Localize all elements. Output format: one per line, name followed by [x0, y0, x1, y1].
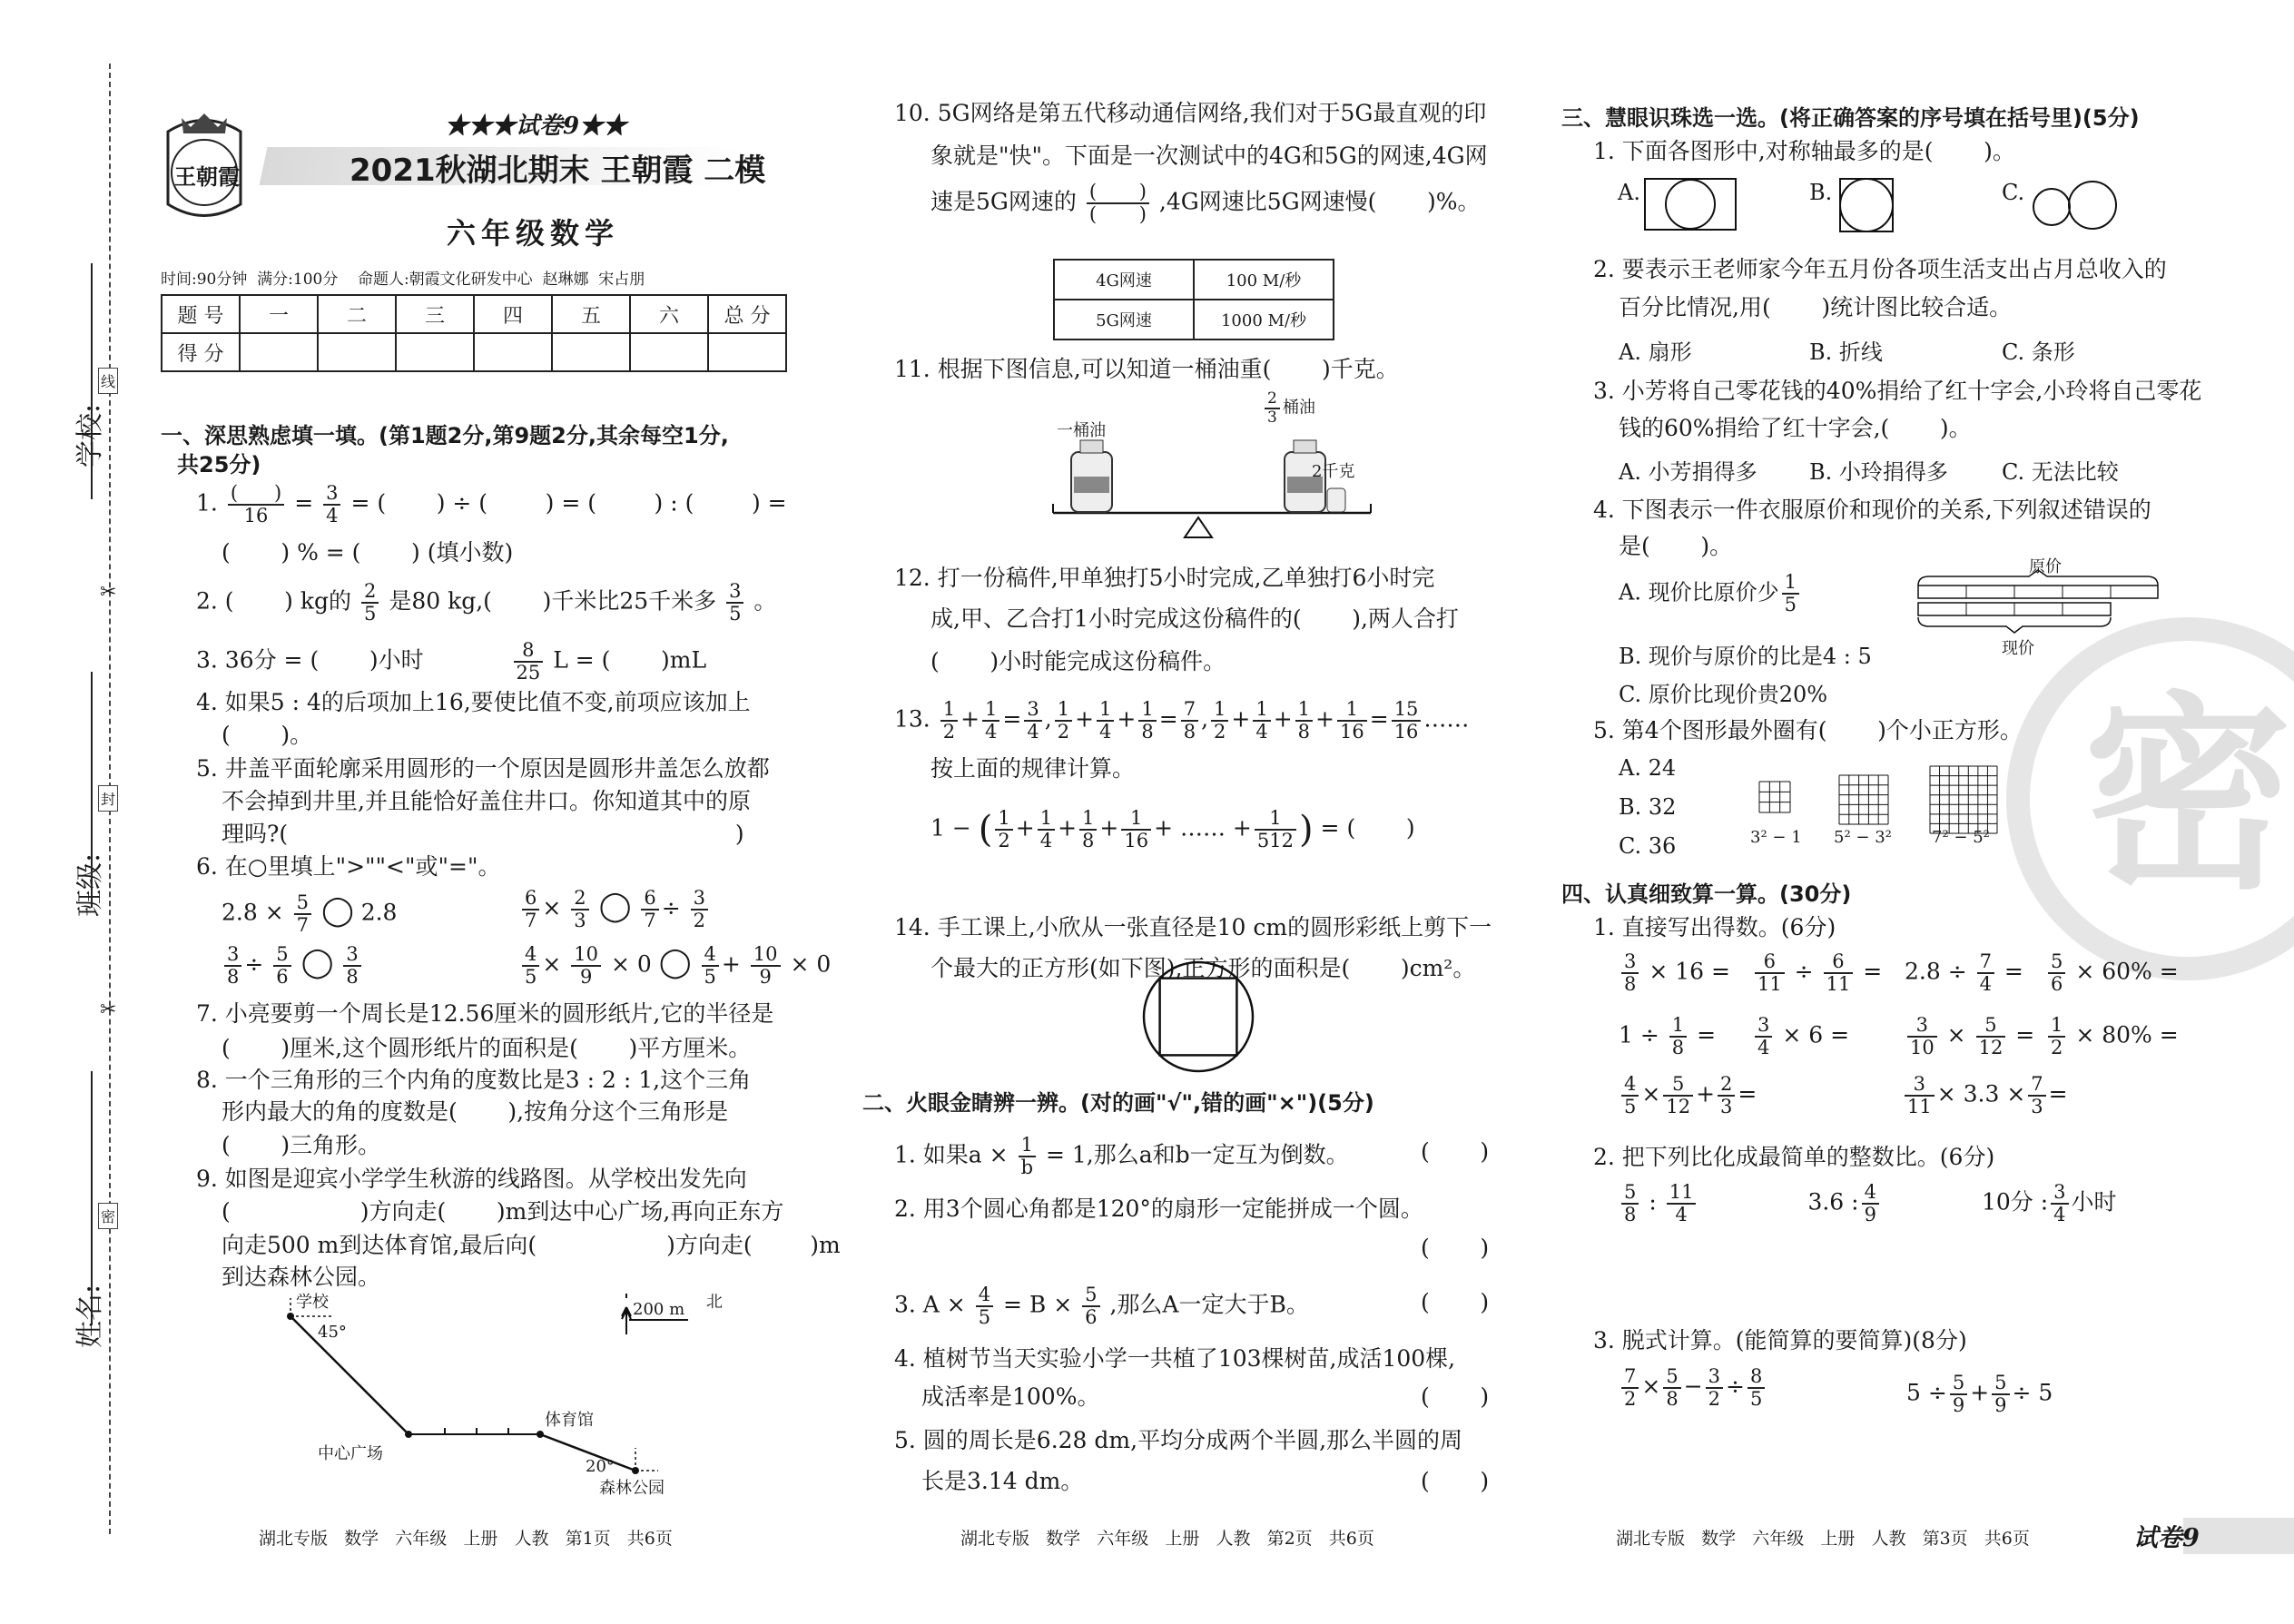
- exam-title: 2021秋湖北期末 王朝霞 二模: [350, 153, 766, 189]
- section2-title: 二、火眼金睛辨一辨。(对的画"√",错的画"×")(5分): [862, 1090, 1374, 1116]
- score-table: [161, 294, 787, 372]
- calc-1-row3a: $\frac{4}{5}$ × $\frac{5}{12}$ + $\frac{2}{3}$ =: [1619, 1074, 1757, 1117]
- calc-3-a: $\frac{7}{2}$ × $\frac{5}{8}$ − $\frac{3}{2}$ ÷ $\frac{8}{5}$: [1619, 1366, 1767, 1410]
- map-angle1: 45°: [318, 1323, 347, 1342]
- question-6-c: $\frac{3}{8}$ ÷ $\frac{5}{6}$ ◯ $\frac{3}{8}$: [222, 944, 364, 988]
- speed-table: 4G网速 100 M/秒 5G网速 1000 M/秒: [1053, 259, 1334, 340]
- scissors-icon: ✂: [100, 999, 117, 1021]
- question-12-line2: 成,甲、乙合打1小时完成这份稿件的( ),两人合打: [930, 605, 1459, 632]
- grid-label-1: 3² − 1: [1750, 828, 1802, 847]
- calc-item: $\frac{1}{2}$ × 80% =: [2045, 1015, 2179, 1058]
- question-6-d: $\frac{4}{5}$ × $\frac{10}{9}$ × 0 ◯ $\frac{4}{5}$ + $\frac{10}{9}$ × 0: [519, 944, 831, 988]
- choice-2: 2. 要表示王老师家今年五月份各项生活支出占月总收入的: [1593, 256, 2167, 282]
- score-cell[interactable]: [318, 333, 396, 371]
- footer-page3: 湖北专版 数学 六年级 上册 人教 第3页 共6页: [1616, 1529, 2030, 1549]
- score-cell: 五: [552, 295, 630, 333]
- map-angle2: 20°: [586, 1457, 615, 1476]
- score-cell[interactable]: [552, 333, 630, 371]
- question-9-line2: ( )方向走( )m到达中心广场,再向正东方: [222, 1198, 784, 1225]
- calc-item: $\frac{3}{4}$ × 6 =: [1752, 1015, 1849, 1058]
- score-cell[interactable]: [630, 333, 708, 371]
- calc-1: 1. 直接写出得数。(6分): [1593, 914, 1836, 940]
- choice-3-opt-b[interactable]: B. 小玲捐得多: [1809, 459, 1948, 485]
- footer-tag: 试卷9: [2133, 1524, 2200, 1552]
- price-bar-figure: 原价 现价: [1915, 554, 2161, 663]
- question-5: 5. 井盖平面轮廓采用圆形的一个原因是圆形井盖怎么放都: [196, 755, 770, 782]
- compare-circle-icon[interactable]: ◯: [300, 944, 334, 979]
- scale-weight-label: 2千克: [1312, 462, 1355, 481]
- circle-square-figure: [1139, 958, 1257, 1079]
- question-6: 6. 在○里填上">""<"或"="。: [196, 853, 501, 880]
- choice-1-opt-b[interactable]: B.: [1809, 180, 1833, 205]
- section4-title: 四、认真细致算一算。(30分): [1561, 881, 1852, 907]
- question-12-line3: ( )小时能完成这份稿件。: [930, 648, 1226, 674]
- choice-1-opt-c[interactable]: C.: [2002, 180, 2025, 205]
- compare-circle-icon[interactable]: ◯: [320, 892, 354, 928]
- calc-item: $\frac{5}{6}$ × 60% =: [2045, 951, 2179, 995]
- question-9-line4: 到达森林公园。: [222, 1264, 381, 1290]
- score-cell: 一: [240, 295, 318, 333]
- section1-title2: 共25分): [177, 452, 261, 477]
- judge-1-paren[interactable]: ( ): [1421, 1138, 1490, 1165]
- question-9-line3: 向走500 m到达体育馆,最后向( )方向走( )m: [222, 1232, 841, 1258]
- judge-5-line2: 长是3.14 dm。: [921, 1468, 1084, 1494]
- binding-margin: [0, 0, 154, 1624]
- question-7-line2: ( )厘米,这个圆形纸片的面积是( )平方厘米。: [222, 1035, 752, 1061]
- question-14: 14. 手工课上,小欣从一张直径是10 cm的圆形彩纸上剪下一: [894, 914, 1492, 940]
- name-label: 姓名:: [74, 1284, 106, 1348]
- score-cell[interactable]: [474, 333, 552, 371]
- question-10-line3: 速是5G网速的 $\frac{( )}{( )}$ ,4G网速比5G网速慢( )%。: [930, 181, 1481, 226]
- compare-circle-icon[interactable]: ◯: [658, 944, 692, 979]
- score-cell[interactable]: [396, 333, 474, 371]
- stars-title: ★★★试卷9★★: [445, 113, 627, 140]
- question-4: 4. 如果5 : 4的后项加上16,要使比值不变,前项应该加上: [196, 689, 751, 715]
- choice-5-opt-b[interactable]: B. 32: [1619, 794, 1677, 820]
- judge-2: 2. 用3个圆心角都是120°的扇形一定能拼成一个圆。: [894, 1196, 1423, 1222]
- choice-2-opt-b[interactable]: B. 折线: [1809, 340, 1883, 365]
- choice-5: 5. 第4个图形最外圈有( )个小正方形。: [1593, 717, 2023, 743]
- grid-label-2: 5² − 3²: [1834, 828, 1892, 847]
- judge-3-paren[interactable]: ( ): [1421, 1289, 1490, 1315]
- question-5-line2: 不会掉到井里,并且能恰好盖住井口。你知道其中的原: [222, 788, 751, 814]
- calc-1-row3b: $\frac{3}{11}$ × 3.3 × $\frac{7}{3}$ =: [1902, 1074, 2068, 1117]
- score-cell: 总 分: [708, 295, 786, 333]
- judge-5-paren[interactable]: ( ): [1421, 1468, 1490, 1494]
- choice-5-opt-c[interactable]: C. 36: [1619, 833, 1677, 859]
- calc-item: 1 ÷ $\frac{1}{8}$ =: [1619, 1014, 1717, 1059]
- big-seal-watermark: 密: [2006, 617, 2294, 980]
- logo: [154, 104, 254, 231]
- judge-4: 4. 植树节当天实验小学一共植了103棵树苗,成活100棵,: [894, 1345, 1456, 1372]
- footer-tag-bar: [2183, 1518, 2294, 1554]
- choice-3-line2: 钱的60%捐给了红十字会,( )。: [1619, 415, 1972, 441]
- calc-2: 2. 把下列比化成最简单的整数比。(6分): [1593, 1144, 1995, 1170]
- choice-3: 3. 小芳将自己零花钱的40%捐给了红十字会,小玲将自己零花: [1593, 378, 2202, 404]
- map-forest: 森林公园: [599, 1479, 665, 1498]
- judge-4-line2: 成活率是100%。: [921, 1383, 1100, 1410]
- question-3: 3. 36分 = ( )小时 $\frac{8}{25}$ L = ( )mL: [196, 639, 707, 684]
- question-10-line2: 象就是"快"。下面是一次测试中的4G和5G的网速,4G网: [930, 143, 1488, 169]
- question-13: 13. $\frac{1}{2}$ + $\frac{1}{4}$ = $\frac{3}{4}$ , $\frac{1}{2}$ + $\frac{1}{4}$ + $\frac{1}{8}$ = $\frac{7}{8}$ , $\frac{1}{2}$ + $\frac{1}{4}$ + $\frac{1}{8}$ + $\frac{1}{16}$ = $\frac{15}{16}$ ……: [894, 698, 1470, 743]
- choice-4-line2: 是( )。: [1619, 533, 1733, 559]
- question-12: 12. 打一份稿件,甲单独打5小时完成,乙单独打6小时完: [894, 565, 1435, 591]
- choice-5-opt-a[interactable]: A. 24: [1619, 755, 1677, 781]
- map-school: 学校: [296, 1293, 329, 1312]
- judge-4-paren[interactable]: ( ): [1421, 1383, 1490, 1410]
- judge-5: 5. 圆的周长是6.28 dm,平均分成两个半圆,那么半圆的周: [894, 1427, 1463, 1453]
- score-cell: 二: [318, 295, 396, 333]
- choice-4-opt-b[interactable]: B. 现价与原价的比是4 : 5: [1619, 644, 1872, 669]
- map-gym: 体育馆: [545, 1411, 594, 1430]
- question-1-line2: ( ) % = ( ) (填小数): [222, 539, 514, 566]
- question-7: 7. 小亮要剪一个周长是12.56厘米的圆形纸片,它的半径是: [196, 1000, 774, 1027]
- exam-meta: 时间:90分钟 满分:100分 命题人:朝霞文化研发中心 赵琳娜 宋占朋: [161, 271, 645, 289]
- map-north: 北: [706, 1293, 723, 1312]
- score-cell: 三: [396, 295, 474, 333]
- compare-circle-icon[interactable]: ◯: [598, 888, 632, 923]
- subject-title: 六年级数学: [447, 216, 620, 251]
- choice-4: 4. 下图表示一件衣服原价和现价的关系,下列叙述错误的: [1593, 497, 2151, 523]
- choice-4-opt-a[interactable]: A. 现价比原价少 $\frac{1}{5}$: [1619, 572, 1802, 615]
- question-2: 2. ( ) kg的 $\frac{2}{5}$ 是80 kg,( )千米比25千米多 $\frac{3}{5}$ 。: [196, 580, 777, 625]
- section3-title: 三、慧眼识珠选一选。(将正确答案的序号填在括号里)(5分): [1561, 105, 2140, 131]
- question-8: 8. 一个三角形的三个内角的度数比是3 : 2 : 1,这个三角: [196, 1067, 752, 1093]
- choice-4-opt-c[interactable]: C. 原价比现价贵20%: [1619, 682, 1828, 707]
- grid-figure-3: [1929, 765, 1998, 838]
- balance-figure: [1035, 390, 1380, 540]
- mi-mark: 密: [98, 1203, 118, 1229]
- xian-mark: 线: [98, 368, 118, 394]
- choice-2-line2: 百分比情况,用( )统计图比较合适。: [1619, 294, 2013, 320]
- question-11: 11. 根据下图信息,可以知道一桶油重( )千克。: [894, 356, 1399, 382]
- calc-item: $\frac{3}{10}$ × $\frac{5}{12}$ =: [1905, 1015, 2034, 1058]
- footer-page1: 湖北专版 数学 六年级 上册 人教 第1页 共6页: [259, 1529, 673, 1549]
- scissors-icon: ✂: [100, 581, 117, 604]
- grid-figure-2: [1838, 774, 1889, 829]
- calc-3: 3. 脱式计算。(能简算的要简算)(8分): [1593, 1327, 1967, 1353]
- question-14-line2: 个最大的正方形(如下图),正方形的面积是( )cm²。: [930, 955, 1476, 981]
- question-10: 10. 5G网络是第五代移动通信网络,我们对于5G最直观的印: [894, 100, 1487, 126]
- calc-item: $\frac{3}{8}$ × 16 =: [1619, 951, 1730, 995]
- two-circles-figure: [2029, 180, 2120, 234]
- question-6-b: $\frac{6}{7}$ × $\frac{2}{3}$ ◯ $\frac{6}{7}$ ÷ $\frac{3}{2}$: [519, 888, 711, 931]
- question-6-a: 2.8 × $\frac{5}{7}$ ◯ 2.8: [222, 891, 398, 937]
- grid-figure-1: [1758, 781, 1791, 817]
- scale-right-label: $\frac{2}{3}$ 桶油: [1262, 390, 1315, 426]
- question-8-line2: 形内最大的角的度数是( ),按角分这个三角形是: [222, 1098, 729, 1125]
- question-9: 9. 如图是迎宾小学学生秋游的线路图。从学校出发先向: [196, 1166, 747, 1192]
- score-cell: 四: [474, 295, 552, 333]
- question-13-line3: 1 − ( $\frac{1}{2}$ + $\frac{1}{4}$ + $\frac{1}{8}$ + $\frac{1}{16}$ + …… + $\frac{1}{512}$ ) = ( ): [930, 807, 1415, 852]
- route-map: [263, 1293, 723, 1502]
- rect-circle-figure: [1643, 177, 1738, 235]
- question-13-line2: 按上面的规律计算。: [930, 755, 1136, 782]
- judge-3: 3. A × $\frac{4}{5}$ = B × $\frac{5}{6}$ ,那么A一定大于B。: [894, 1284, 1309, 1329]
- choice-1: 1. 下面各图形中,对称轴最多的是( )。: [1593, 138, 2015, 164]
- scale-left-label: 一桶油: [1057, 421, 1106, 440]
- feng-mark: 封: [98, 785, 118, 812]
- footer-page2: 湖北专版 数学 六年级 上册 人教 第2页 共6页: [960, 1529, 1374, 1549]
- square-circle-figure: [1838, 177, 1895, 237]
- calc-2-items: $\frac{5}{8}$ : $\frac{11}{4}$ 3.6 : $\frac{4}{9}$ 10分 : $\frac{3}{4}$ 小时: [1619, 1182, 2117, 1225]
- score-cell: 题 号: [162, 295, 240, 333]
- judge-1: 1. 如果a × $\frac{1}{b}$ = 1,那么a和b一定互为倒数。: [894, 1134, 1349, 1179]
- calc-item: 2.8 ÷ $\frac{7}{4}$ =: [1905, 950, 2023, 996]
- score-cell: 六: [630, 295, 708, 333]
- section1-title: 一、深思熟虑填一填。(第1题2分,第9题2分,其余每空1分,: [161, 423, 729, 448]
- question-4-line2: ( )。: [222, 722, 313, 748]
- logo-text: 王朝霞: [174, 163, 240, 190]
- choice-1-opt-a[interactable]: A.: [1618, 180, 1640, 205]
- score-cell[interactable]: [240, 333, 318, 371]
- class-label: 班级:: [74, 852, 106, 917]
- score-cell: 得 分: [162, 333, 240, 371]
- score-cell[interactable]: [708, 333, 786, 371]
- question-8-line3: ( )三角形。: [222, 1132, 381, 1158]
- map-scale: 200 m: [629, 1300, 688, 1321]
- grid-label-3: 7² − 5²: [1932, 828, 1990, 847]
- judge-2-paren[interactable]: ( ): [1421, 1235, 1490, 1261]
- calc-3-b: 5 ÷ $\frac{5}{9}$ + $\frac{5}{9}$ ÷ 5: [1906, 1372, 2053, 1417]
- choice-3-opt-a[interactable]: A. 小芳捐得多: [1619, 459, 1757, 485]
- choice-3-opt-c[interactable]: C. 无法比较: [2002, 459, 2119, 485]
- question-5-line3: 理吗?( ): [222, 821, 744, 847]
- choice-2-opt-c[interactable]: C. 条形: [2002, 340, 2075, 365]
- map-center: 中心广场: [318, 1444, 383, 1463]
- calc-item: $\frac{6}{11}$ ÷ $\frac{6}{11}$ =: [1752, 951, 1882, 995]
- question-1: 1. $\frac{( )}{16}$ = $\frac{3}{4}$ = ( ) ÷ ( ) = ( ) : ( ) =: [196, 482, 787, 527]
- school-label: 学校:: [74, 403, 106, 468]
- choice-2-opt-a[interactable]: A. 扇形: [1619, 340, 1692, 365]
